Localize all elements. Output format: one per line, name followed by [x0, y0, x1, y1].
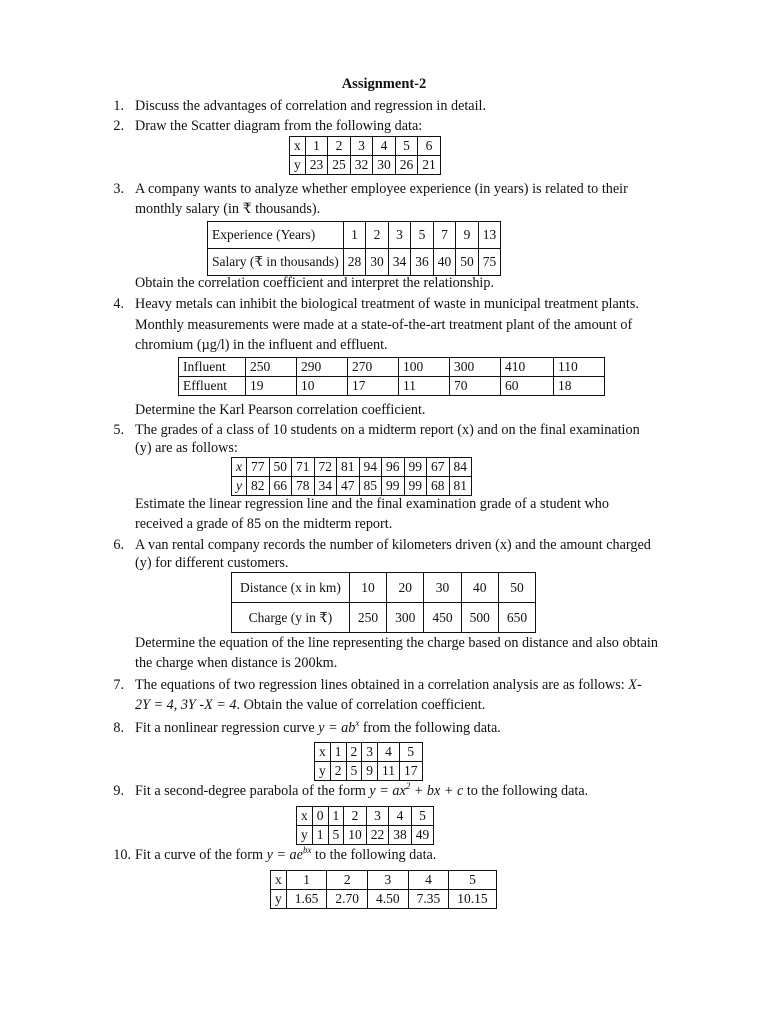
q9-row-label: y — [297, 826, 313, 845]
q5-table — [231, 457, 472, 496]
table-row — [232, 573, 536, 603]
q5-cell: 96 — [382, 458, 405, 477]
q8-cell: 11 — [378, 762, 400, 781]
q10-table — [270, 870, 497, 909]
q6-cell: 650 — [498, 603, 535, 633]
q7-line-2-text: . Obtain the value of correlation coefficient. — [236, 697, 486, 713]
q3-line-1: A company wants to analyze whether employee experience (in years) is related to their — [135, 181, 628, 197]
q8-cell: 5 — [400, 743, 423, 762]
q6-cell: 40 — [461, 573, 498, 603]
q4-number: 4. — [113, 296, 124, 312]
q8-cell: 4 — [378, 743, 400, 762]
q6-table — [231, 572, 536, 633]
q4-cell: 250 — [246, 358, 297, 377]
q3-row-label: Experience (Years) — [208, 222, 344, 249]
q9-formula — [369, 783, 463, 799]
q7-line-1 — [135, 675, 678, 695]
q2-number: 2. — [113, 118, 124, 134]
q8-text-post: from the following data. — [359, 720, 501, 736]
q4-cell: 410 — [501, 358, 554, 377]
q6-cell: 30 — [424, 573, 461, 603]
q9-cell: 38 — [389, 826, 412, 845]
q8-cell: 1 — [330, 743, 346, 762]
q9-row-label: x — [297, 807, 313, 826]
q4-row-label: Effluent — [179, 377, 246, 396]
q4-cell: 100 — [399, 358, 450, 377]
q6-cell: 300 — [387, 603, 424, 633]
q7-equations: 2Y = 4, 3Y -X = 4 — [135, 697, 237, 713]
q5-cell: 94 — [359, 458, 382, 477]
q5-cell: 47 — [337, 477, 360, 496]
q2-cell: 2 — [328, 137, 351, 156]
q2-cell: 6 — [418, 137, 441, 156]
q9-cell: 1 — [328, 807, 344, 826]
q9-text — [135, 781, 678, 801]
q3-cell: 34 — [388, 249, 411, 276]
q3-cell: 50 — [456, 249, 479, 276]
q4-cell: 17 — [348, 377, 399, 396]
q9-cell: 5 — [411, 807, 434, 826]
q2-cell: 30 — [373, 156, 396, 175]
q3-cell: 28 — [343, 249, 366, 276]
q9-formula-part-1: y = ax — [369, 783, 406, 799]
page-title: Assignment-2 — [341, 76, 427, 92]
table-row — [271, 871, 497, 890]
table-row — [290, 137, 441, 156]
q10-formula — [267, 847, 312, 863]
q1-text: Discuss the advantages of correlation and regression in detail. — [135, 98, 487, 114]
q3-cell: 13 — [478, 222, 501, 249]
q6-line-1: A van rental company records the number of kilometers driven (x) and the amount charged — [135, 537, 651, 553]
q2-row-label: y — [290, 156, 306, 175]
q6-cell: 250 — [349, 603, 386, 633]
q10-text-pre: Fit a curve of the form — [135, 847, 267, 863]
q2-cell: 21 — [418, 156, 441, 175]
q2-cell: 26 — [395, 156, 418, 175]
q4-row-label: Influent — [179, 358, 246, 377]
q9-cell: 49 — [411, 826, 434, 845]
table-row — [208, 222, 501, 249]
q4-cell: 70 — [450, 377, 501, 396]
q3-cell: 30 — [366, 249, 389, 276]
q9-cell: 4 — [389, 807, 412, 826]
q8-text — [135, 718, 678, 738]
q4-cell: 290 — [297, 358, 348, 377]
q4-cell: 19 — [246, 377, 297, 396]
q10-cell: 1 — [286, 871, 327, 890]
q5-cell: 99 — [404, 458, 427, 477]
q10-cell: 7.35 — [408, 890, 449, 909]
q8-cell: 5 — [346, 762, 362, 781]
q5-after-2: received a grade of 85 on the midterm report. — [135, 516, 393, 532]
table-row — [315, 762, 423, 781]
q10-cell: 4.50 — [368, 890, 409, 909]
q5-cell: 81 — [337, 458, 360, 477]
q5-cell: 99 — [404, 477, 427, 496]
q8-text-pre: Fit a nonlinear regression curve — [135, 720, 319, 736]
q1-number: 1. — [113, 98, 124, 114]
q8-cell: 2 — [346, 743, 362, 762]
q4-cell: 300 — [450, 358, 501, 377]
q9-table — [296, 806, 434, 845]
q5-cell: 99 — [382, 477, 405, 496]
q9-cell: 3 — [366, 807, 389, 826]
q7-equation-start: X- — [628, 677, 642, 693]
q5-cell: 78 — [292, 477, 315, 496]
q10-text-post: to the following data. — [311, 847, 437, 863]
q10-cell: 5 — [449, 871, 496, 890]
q4-after: Determine the Karl Pearson correlation coefficient. — [135, 402, 426, 418]
q8-cell: 9 — [362, 762, 378, 781]
q8-row-label: y — [315, 762, 331, 781]
q6-row-label: Distance (x in km) — [232, 573, 350, 603]
q5-cell: 82 — [247, 477, 270, 496]
q8-cell: 17 — [400, 762, 423, 781]
q9-cell: 10 — [344, 826, 367, 845]
q3-cell: 9 — [456, 222, 479, 249]
q4-cell: 60 — [501, 377, 554, 396]
q2-cell: 1 — [305, 137, 328, 156]
q9-cell: 2 — [344, 807, 367, 826]
q8-formula-base: y = ab — [318, 720, 356, 736]
q9-number: 9. — [113, 783, 124, 799]
table-row — [271, 890, 497, 909]
q3-after: Obtain the correlation coefficient and interpret the relationship. — [135, 275, 495, 291]
q9-text-post: to the following data. — [463, 783, 589, 799]
q2-cell: 23 — [305, 156, 328, 175]
table-row — [179, 358, 605, 377]
q4-line-1: Heavy metals can inhibit the biological treatment of waste in municipal treatment plants. — [135, 296, 639, 312]
q8-cell: 2 — [330, 762, 346, 781]
q5-row-label: x — [232, 458, 247, 477]
q8-table — [314, 742, 423, 781]
q6-number: 6. — [113, 537, 124, 553]
q8-formula — [318, 720, 359, 736]
q5-cell: 34 — [314, 477, 337, 496]
q4-cell: 18 — [554, 377, 605, 396]
q5-cell: 77 — [247, 458, 270, 477]
q3-cell: 40 — [433, 249, 456, 276]
q7-line-1-text: The equations of two regression lines obtained in a correlation analysis are as follows: — [135, 677, 629, 693]
q10-cell: 10.15 — [449, 890, 496, 909]
q9-cell: 5 — [328, 826, 344, 845]
table-row — [297, 826, 434, 845]
q4-cell: 10 — [297, 377, 348, 396]
q3-table — [207, 221, 501, 276]
q3-cell: 36 — [411, 249, 434, 276]
table-row — [232, 603, 536, 633]
q8-cell: 3 — [362, 743, 378, 762]
q3-number: 3. — [113, 181, 124, 197]
q4-cell: 110 — [554, 358, 605, 377]
q5-row-label: y — [232, 477, 247, 496]
q10-row-label: x — [271, 871, 287, 890]
q2-cell: 3 — [350, 137, 373, 156]
q4-cell: 11 — [399, 377, 450, 396]
q9-cell: 22 — [366, 826, 389, 845]
table-row — [232, 477, 472, 496]
q2-table — [289, 136, 441, 175]
q9-formula-exponent: 2 — [405, 781, 411, 791]
q4-line-3: chromium (µg/l) in the influent and effluent. — [135, 337, 388, 353]
q6-row-label: Charge (y in ₹) — [232, 603, 350, 633]
table-row — [208, 249, 501, 276]
q3-cell: 3 — [388, 222, 411, 249]
q5-cell: 85 — [359, 477, 382, 496]
q2-cell: 25 — [328, 156, 351, 175]
q4-cell: 270 — [348, 358, 399, 377]
q9-text-pre: Fit a second-degree parabola of the form — [135, 783, 370, 799]
q10-formula-base: y = ae — [266, 847, 303, 863]
q5-cell: 66 — [269, 477, 292, 496]
q6-cell: 500 — [461, 603, 498, 633]
q9-cell: 1 — [312, 826, 328, 845]
q5-cell: 67 — [427, 458, 450, 477]
q5-number: 5. — [113, 422, 124, 438]
q10-cell: 2 — [327, 871, 368, 890]
q10-row-label: y — [271, 890, 287, 909]
q7-line-2 — [135, 695, 678, 715]
q6-cell: 450 — [424, 603, 461, 633]
q4-line-2: Monthly measurements were made at a state-of-the-art treatment plant of the amount of — [135, 317, 633, 333]
q10-cell: 4 — [408, 871, 449, 890]
q6-cell: 20 — [387, 573, 424, 603]
q5-line-1: The grades of a class of 10 students on a midterm report (x) and on the final examination — [135, 422, 640, 438]
q3-row-label: Salary (₹ in thousands) — [208, 249, 344, 276]
table-row — [315, 743, 423, 762]
q5-cell: 84 — [449, 458, 472, 477]
q4-table — [178, 357, 605, 396]
q3-line-2: monthly salary (in ₹ thousands). — [135, 201, 321, 217]
table-row — [179, 377, 605, 396]
q5-cell: 72 — [314, 458, 337, 477]
table-row — [297, 807, 434, 826]
q6-after-1: Determine the equation of the line representing the charge based on distance and also obtain — [135, 635, 658, 651]
q5-cell: 71 — [292, 458, 315, 477]
q2-cell: 32 — [350, 156, 373, 175]
q3-cell: 2 — [366, 222, 389, 249]
q5-cell: 81 — [449, 477, 472, 496]
table-row — [232, 458, 472, 477]
q2-cell: 5 — [395, 137, 418, 156]
q10-cell: 1.65 — [286, 890, 327, 909]
q3-cell: 1 — [343, 222, 366, 249]
q2-text: Draw the Scatter diagram from the following data: — [135, 118, 423, 134]
table-row — [290, 156, 441, 175]
q9-formula-part-2: + bx + c — [410, 783, 464, 799]
q3-cell: 75 — [478, 249, 501, 276]
q6-cell: 10 — [349, 573, 386, 603]
q8-formula-exponent: x — [355, 718, 360, 728]
q10-cell: 2.70 — [327, 890, 368, 909]
q5-line-2: (y) are as follows: — [135, 440, 238, 456]
q3-cell: 5 — [411, 222, 434, 249]
q8-number: 8. — [113, 720, 124, 736]
q10-number: 10. — [113, 847, 131, 863]
q10-cell: 3 — [368, 871, 409, 890]
q2-row-label: x — [290, 137, 306, 156]
q6-line-2: (y) for different customers. — [135, 555, 289, 571]
q5-cell: 68 — [427, 477, 450, 496]
q6-cell: 50 — [498, 573, 535, 603]
q7-number: 7. — [113, 677, 124, 693]
q10-formula-exponent: bx — [302, 845, 312, 855]
q3-cell: 7 — [433, 222, 456, 249]
q5-after-1: Estimate the linear regression line and the final examination grade of a student who — [135, 496, 609, 512]
q5-cell: 50 — [269, 458, 292, 477]
q2-cell: 4 — [373, 137, 396, 156]
q6-after-2: the charge when distance is 200km. — [135, 655, 338, 671]
q10-text — [135, 845, 678, 865]
q8-row-label: x — [315, 743, 331, 762]
q9-cell: 0 — [312, 807, 328, 826]
